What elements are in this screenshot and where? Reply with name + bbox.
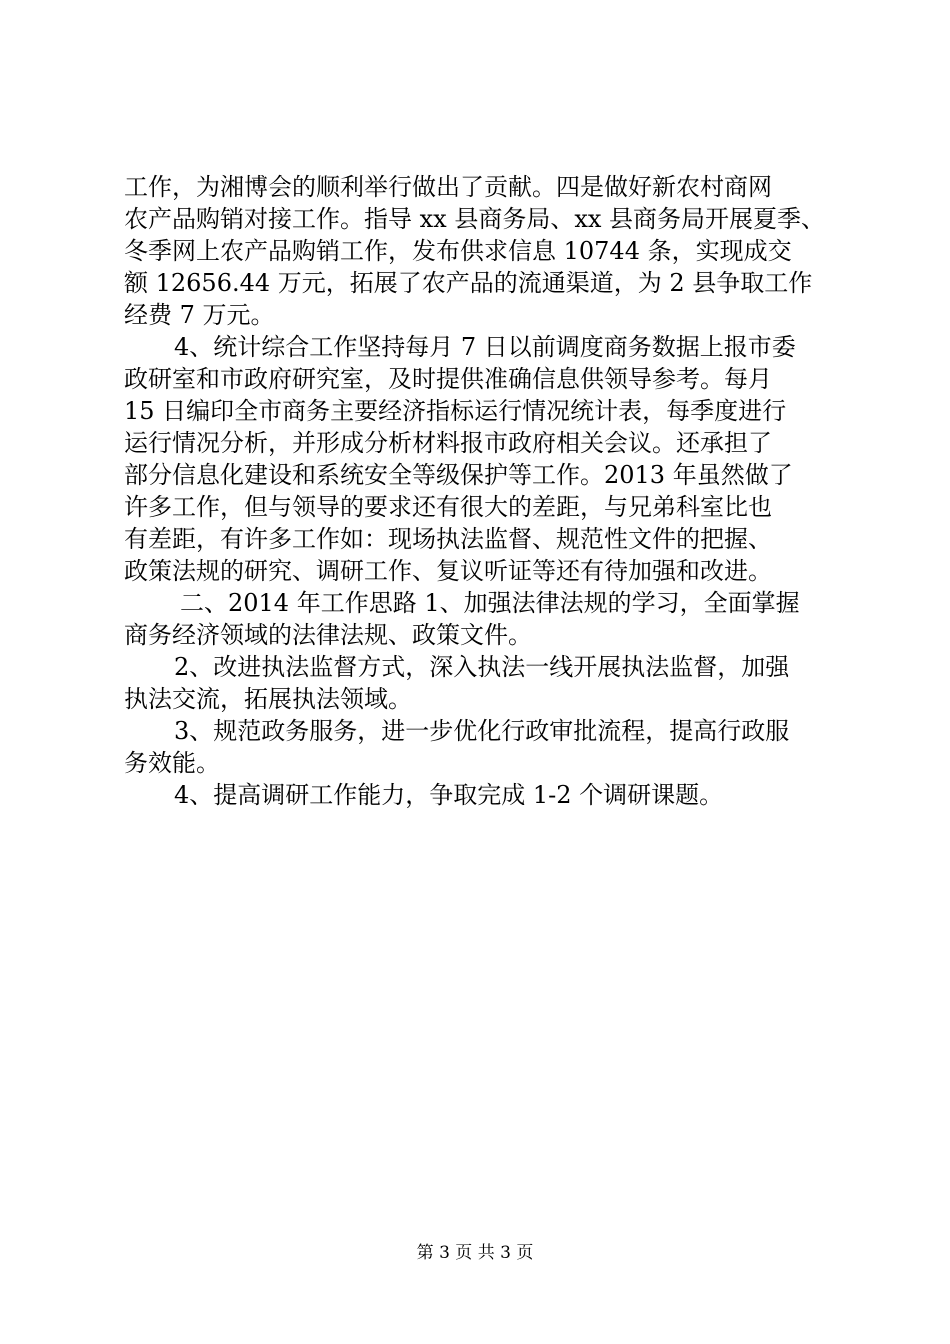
paragraph-line: 2、改进执法监督方式，深入执法一线开展执法监督，加强 — [174, 653, 790, 681]
paragraph-line: 运行情况分析，并形成分析材料报市政府相关会议。还承担了 — [124, 429, 772, 457]
paragraph-line: 政研室和市政府研究室，及时提供准确信息供领导参考。每月 — [124, 365, 772, 393]
paragraph-line: 3、规范政务服务，进一步优化行政审批流程，提高行政服 — [174, 717, 790, 745]
paragraph-enforcement-supervision — [0, 651, 950, 715]
paragraph-line: 二、2014 年工作思路 1、加强法律法规的学习，全面掌握 — [180, 589, 800, 617]
paragraph-line: 许多工作，但与领导的要求还有很大的差距，与兄弟科室比也 — [124, 493, 772, 521]
paragraph-statistics-work — [0, 331, 950, 587]
paragraph-line: 政策法规的研究、调研工作、复议听证等还有待加强和改进。 — [124, 557, 772, 585]
paragraph-line: 4、提高调研工作能力，争取完成 1-2 个调研课题。 — [174, 781, 724, 809]
paragraph-line: 工作，为湘博会的顺利举行做出了贡献。四是做好新农村商网 — [124, 173, 772, 201]
paragraph-research-capacity — [0, 779, 950, 811]
paragraph-line: 执法交流，拓展执法领域。 — [124, 685, 412, 713]
paragraph-line: 额 12656.44 万元，拓展了农产品的流通渠道，为 2 县争取工作 — [124, 269, 813, 297]
paragraph-2014-work-plan — [0, 587, 950, 651]
paragraph-line: 4、统计综合工作坚持每月 7 日以前调度商务数据上报市委 — [174, 333, 796, 361]
paragraph-line: 经费 7 万元。 — [124, 301, 275, 329]
paragraph-commerce-network — [0, 171, 950, 331]
paragraph-line: 冬季网上农产品购销工作，发布供求信息 10744 条，实现成交 — [124, 237, 792, 265]
paragraph-line: 15 日编印全市商务主要经济指标运行情况统计表，每季度进行 — [124, 397, 787, 425]
page-number-footer: 第 3 页 共 3 页 — [416, 1243, 534, 1263]
paragraph-line: 有差距，有许多工作如：现场执法监督、规范性文件的把握、 — [124, 525, 772, 553]
paragraph-line: 部分信息化建设和系统安全等级保护等工作。2013 年虽然做了 — [124, 461, 793, 489]
document-body — [0, 171, 950, 811]
paragraph-government-services — [0, 715, 950, 779]
paragraph-line: 商务经济领域的法律法规、政策文件。 — [124, 621, 532, 649]
paragraph-line: 务效能。 — [124, 749, 220, 777]
paragraph-line: 农产品购销对接工作。指导 xx 县商务局、xx 县商务局开展夏季、 — [124, 205, 826, 233]
